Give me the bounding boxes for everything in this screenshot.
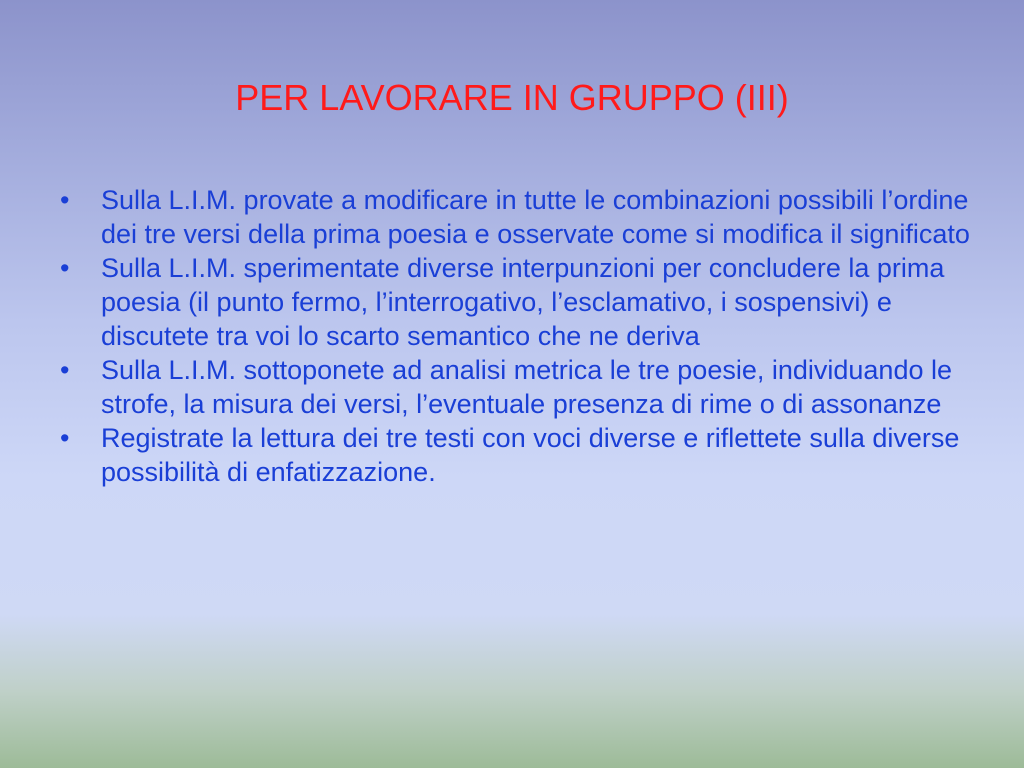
bullet-text: Sulla L.I.M. sottoponete ad analisi metrica le tre poesie, individuando le strofe, la misura dei versi, l’eventuale presenza di rime o di assonanze xyxy=(101,355,953,419)
bullet-icon: • xyxy=(60,355,70,385)
bullet-icon: • xyxy=(60,185,70,215)
bullet-text: Registrate la lettura dei tre testi con voci diverse e riflettete sulla diverse possibilità di enfatizzazione. xyxy=(101,423,960,487)
bullet-item xyxy=(60,183,970,251)
bullet-icon: • xyxy=(60,253,70,283)
bullet-item xyxy=(60,353,970,421)
bullet-item xyxy=(60,421,970,489)
bullet-list xyxy=(60,183,970,489)
bullet-text: Sulla L.I.M. sperimentate diverse interpunzioni per concludere la prima poesia (il punto fermo, l’interrogativo, l’esclamativo, i sospensivi) e discutete tra voi lo scarto semantico che ne deriva xyxy=(101,253,945,351)
bullet-item xyxy=(60,251,970,353)
bullet-text: Sulla L.I.M. provate a modificare in tutte le combinazioni possibili l’ordine dei tre versi della prima poesia e osservate come si modifica il significato xyxy=(101,185,970,249)
slide-title: PER LAVORARE IN GRUPPO (III) xyxy=(235,77,789,118)
bullet-icon: • xyxy=(60,423,70,453)
